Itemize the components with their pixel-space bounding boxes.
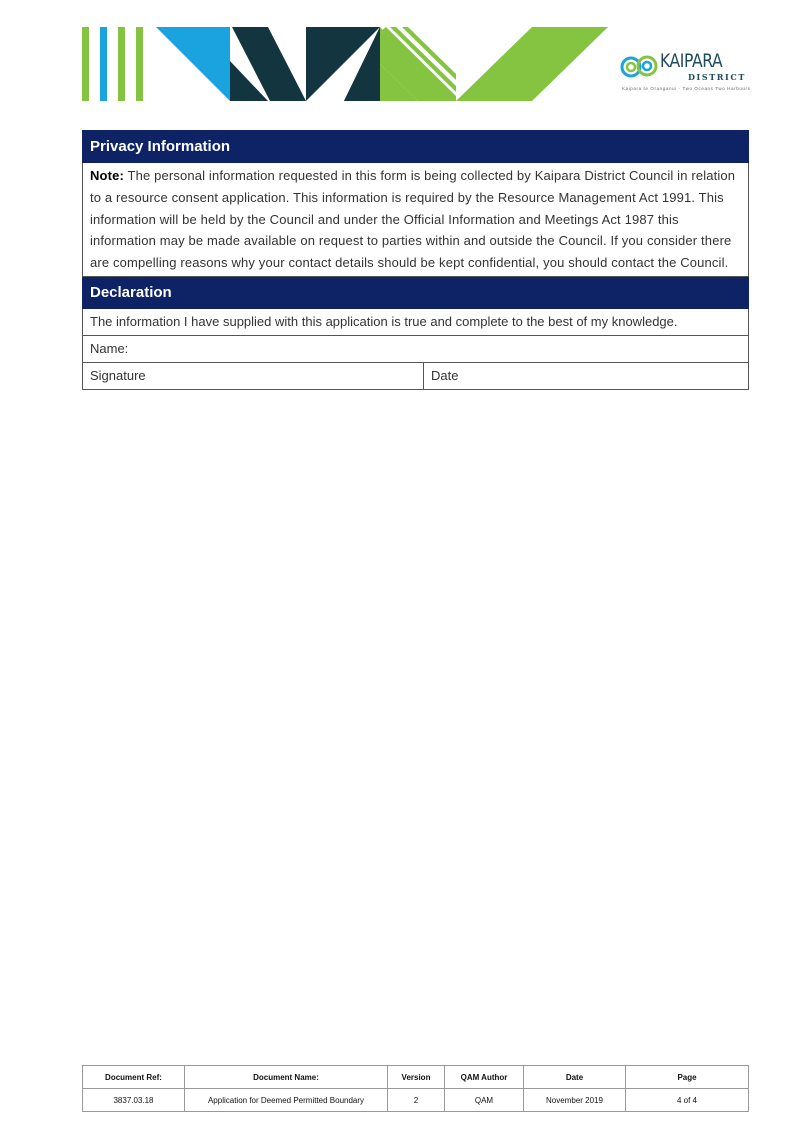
header-banner-graphic: [80, 26, 610, 102]
footer-header-date: Date: [524, 1066, 626, 1089]
logo-sub: DISTRICT: [688, 72, 746, 82]
footer-header-ref: Document Ref:: [83, 1066, 185, 1089]
footer-value-date: November 2019: [524, 1089, 626, 1112]
kaipara-logo-mark-icon: [620, 52, 660, 82]
footer-header-page: Page: [626, 1066, 749, 1089]
footer-value-page: 4 of 4: [626, 1089, 749, 1112]
document-footer-table: [82, 1065, 749, 1112]
signature-field[interactable]: [83, 362, 424, 389]
name-field[interactable]: [83, 335, 749, 362]
kaipara-logo: [620, 48, 751, 94]
logo-name: KAIPARA: [660, 50, 723, 72]
footer-value-author: QAM: [445, 1089, 524, 1112]
privacy-note: [83, 163, 749, 277]
signature-label: Signature: [90, 368, 146, 384]
footer-value-version: 2: [388, 1089, 445, 1112]
date-field[interactable]: [424, 362, 749, 389]
declaration-heading: Declaration: [83, 276, 749, 308]
footer-header-author: QAM Author: [445, 1066, 524, 1089]
date-label: Date: [431, 368, 459, 384]
footer-header-version: Version: [388, 1066, 445, 1089]
footer-header-name: Document Name:: [185, 1066, 388, 1089]
footer-value-name: Application for Deemed Permitted Boundary: [185, 1089, 388, 1112]
name-label: Name:: [90, 341, 129, 357]
privacy-heading: Privacy Information: [83, 131, 749, 163]
declaration-statement: The information I have supplied with this application is true and complete to the best of my knowledge.: [83, 308, 749, 335]
note-label: Note:: [90, 168, 124, 183]
footer-value-ref: 3837.03.18: [83, 1089, 185, 1112]
privacy-declaration-table: [82, 130, 749, 390]
note-text: The personal information requested in this form is being collected by Kaipara District Council in relation to a resource consent application. This information is required by the Resource Management Act 1991. This information will be held by the Council and under the Official Information and Meetings Act 1987 this information may be made available on request to parties within and outside the Council. If you consider there are compelling reasons why your contact details should be kept confidential, you should contact the Council.: [90, 168, 736, 271]
logo-tagline: Kaipara te Oranganui · Two Oceans Two Harbours: [622, 86, 751, 91]
